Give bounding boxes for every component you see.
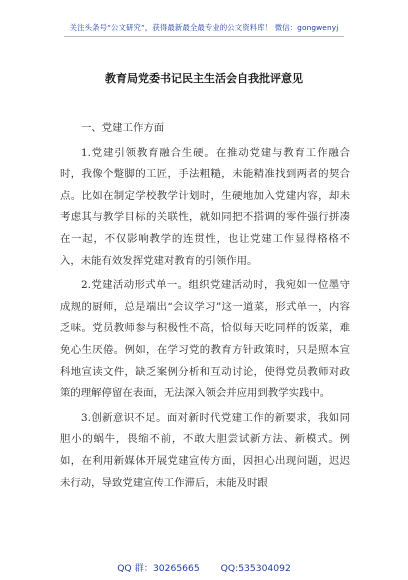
header-divider [64,36,344,37]
promo-banner-top: 关注头条号“公文研究”，获得最新最全最专业的公文资料库！ 微信：gongwenyj [69,23,339,32]
document-body [60,118,350,497]
document-title: 教育局党委书记民主生活会自我批评意见 [105,72,303,85]
qq-group-number: QQ 群：30265665 [117,563,200,574]
paragraph-2: 2.党建活动形式单一。组织党建活动时，我宛如一位墨守成规的厨师，总是端出“会议学习”这一道菜，形式单一，内容乏味。党员教师参与积极性不高，恰似每天吃同样的饭菜，难免心生厌倦。例如，在学习党的教育方针政策时，只是照本宣科地宣读文件，缺乏案例分析和互动讨论，使得党员教师对政策的理解停留在表面，无法深入领会并应用到教学实践中。 [60,279,350,400]
section-heading: 一、党建工作方面 [81,122,165,134]
qq-number: QQ:535304092 [220,563,291,574]
contact-footer [0,560,408,574]
paragraph-3: 3.创新意识不足。面对新时代党建工作的新要求，我如同胆小的蜗牛，畏缩不前，不敢大胆尝试新方法、新模式。例如，在利用新媒体开展党建宣传方面，因担心出现问题，迟迟未行动，导致党建宣传工作滞后，未能及时跟 [60,411,350,489]
paragraph-1: 1.党建引领教育融合生硬。在推动党建与教育工作融合时，我像个蹩脚的工匠，手法粗糙，未能精准找到两者的契合点。比如在制定学校教学计划时，生硬地加入党建内容，却未考虑其与教学目标的关联性，就如同把不搭调的零件强行拼凑在一起，不仅影响教学的连贯性，也让党建工作显得格格不入，未能有效发挥党建对教育的引领作用。 [60,146,350,267]
